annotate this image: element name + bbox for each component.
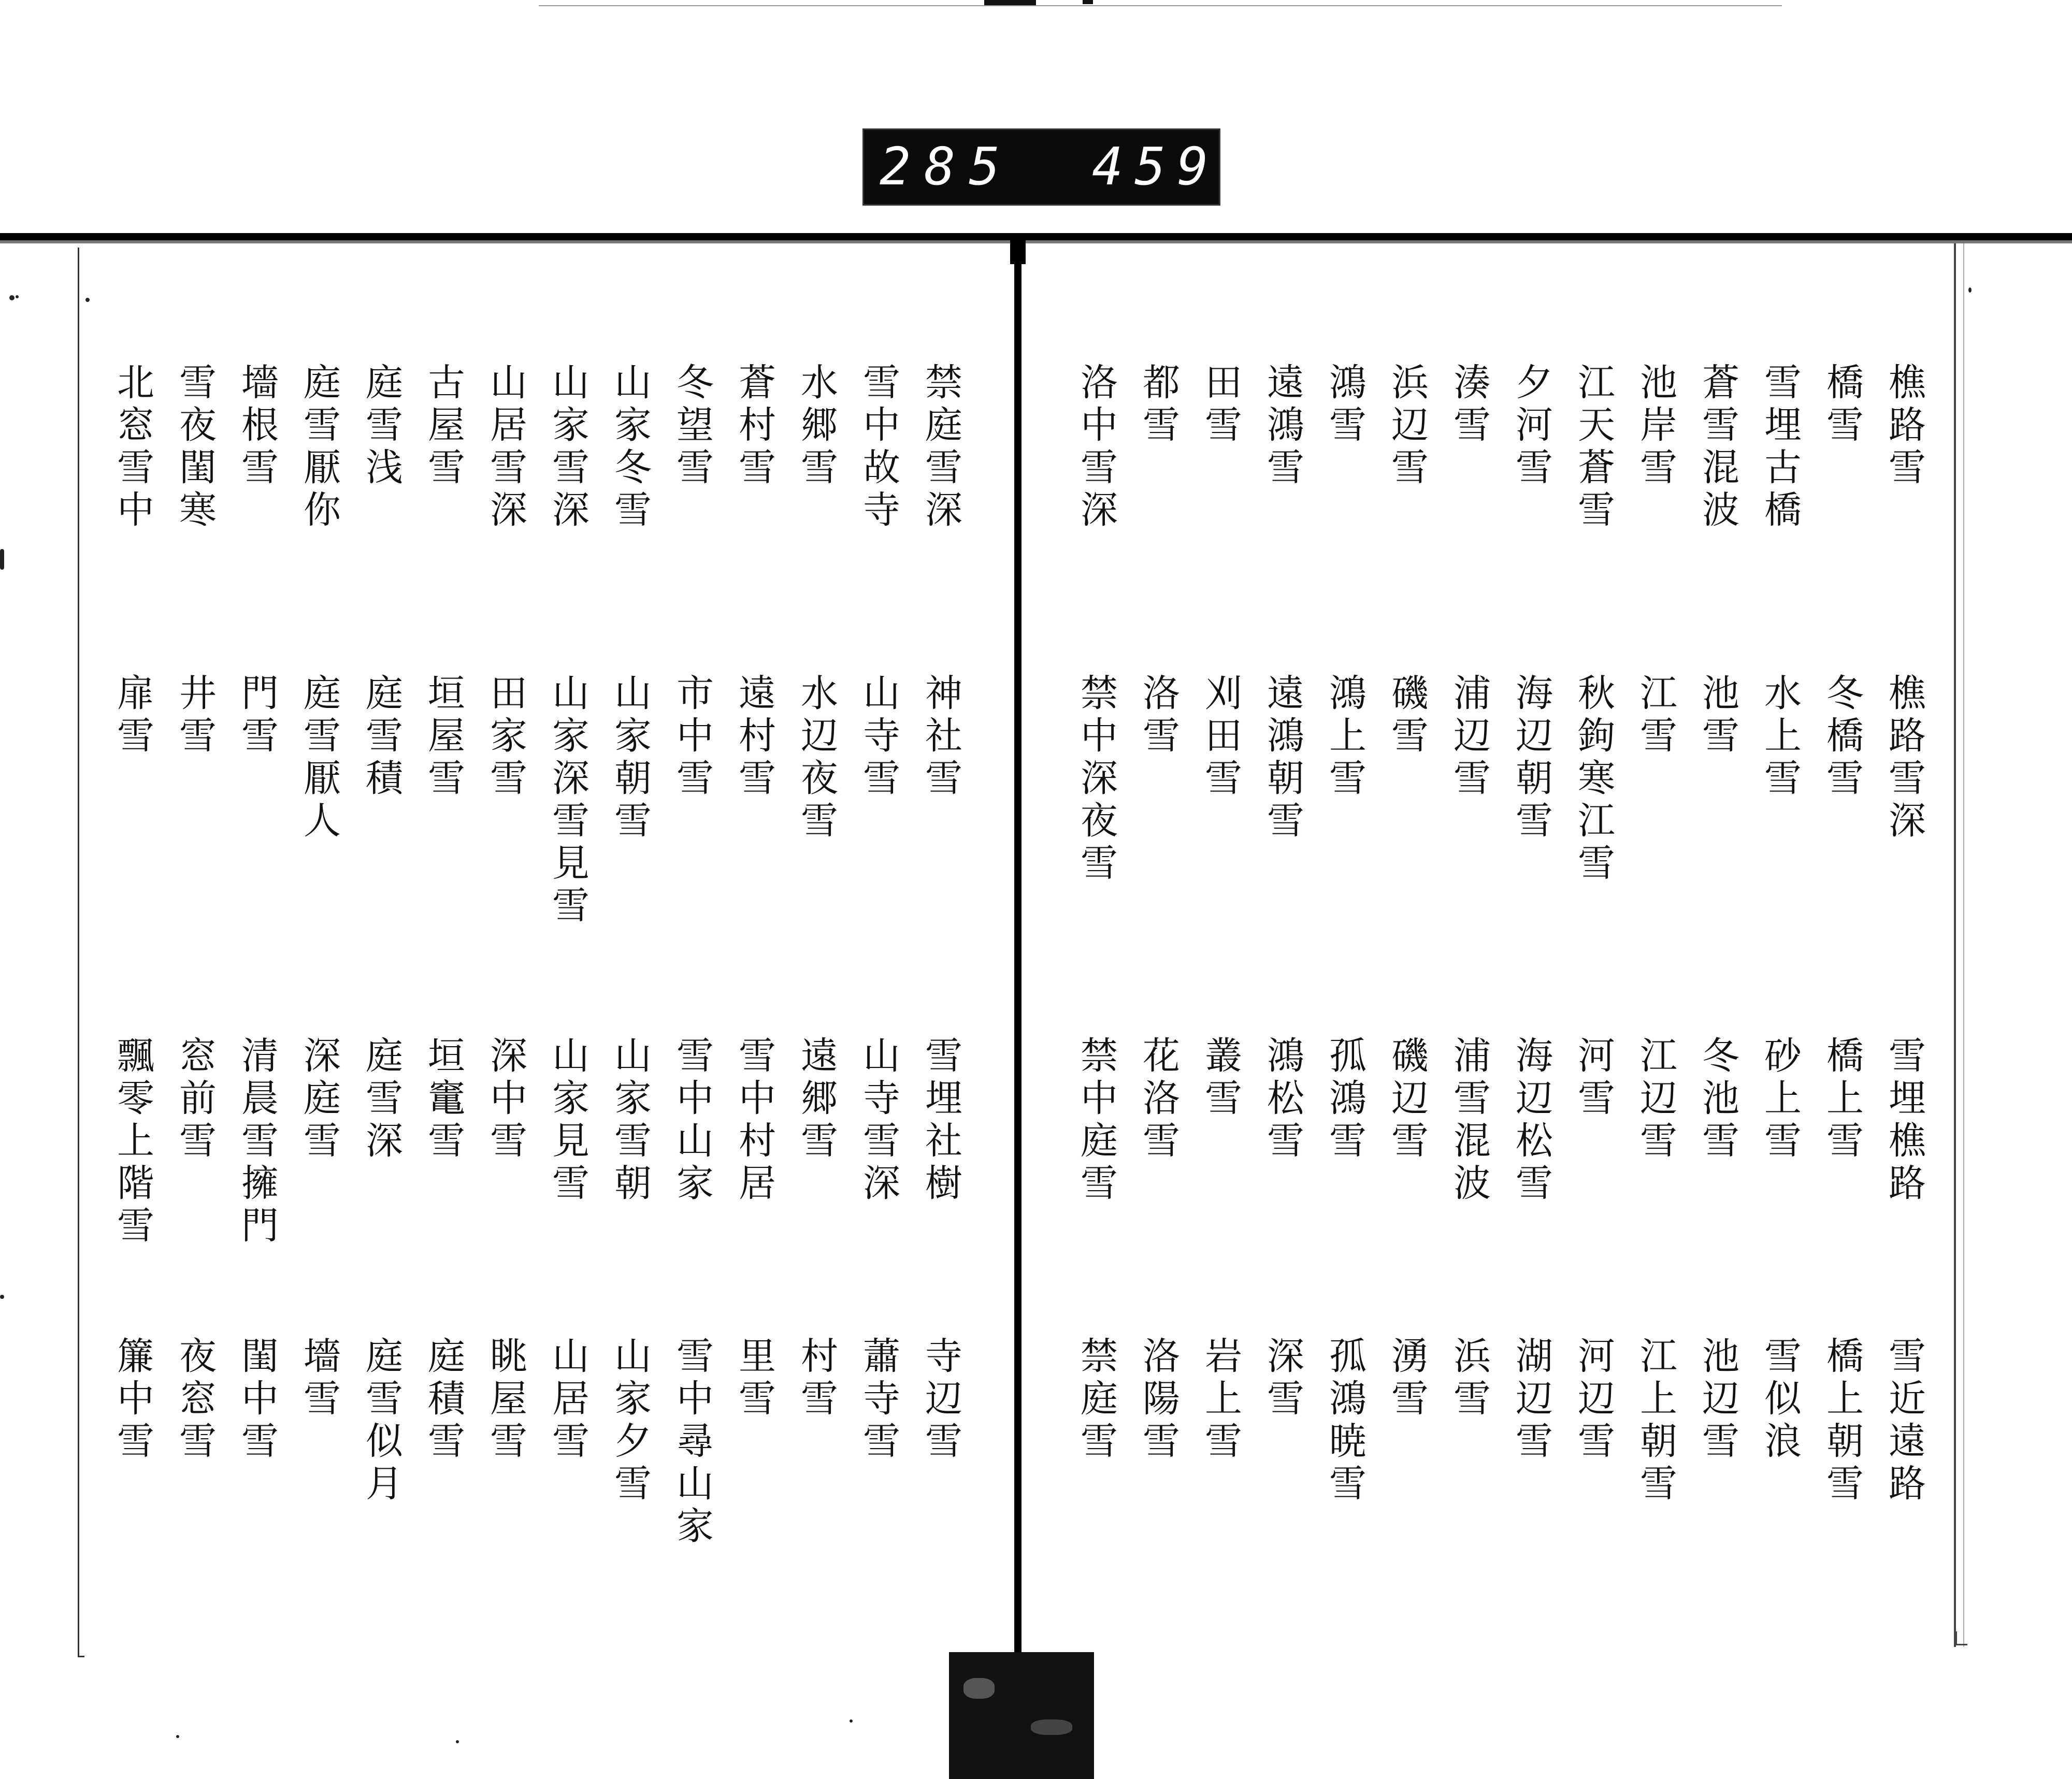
poem-title-column: 洛陽雪 — [1136, 1336, 1180, 1464]
poem-title-column: 河雪 — [1572, 1036, 1615, 1121]
poem-title-column: 池辺雪 — [1696, 1336, 1739, 1464]
poem-title-column: 樵路雪深 — [1882, 673, 1926, 843]
poem-title-column: 山家雪朝 — [608, 1036, 652, 1206]
poem-title-column: 窓前雪 — [173, 1036, 217, 1163]
poem-title-column: 橋上雪 — [1820, 1036, 1864, 1163]
poem-title-column: 神社雪 — [919, 673, 962, 801]
poem-title-column: 蒼村雪 — [732, 363, 776, 490]
right-page-text — [1046, 363, 1948, 1554]
poem-title-column: 簾中雪 — [111, 1336, 154, 1464]
gutter-base-shadow-speckle — [963, 1678, 995, 1699]
poem-title-column: 鴻雪 — [1323, 363, 1366, 447]
poem-title-column: 鴻松雪 — [1261, 1036, 1304, 1163]
poem-title-column: 浦辺雪 — [1447, 673, 1491, 801]
poem-title-column: 深庭雪 — [297, 1036, 341, 1163]
poem-title-column: 禁庭雪深 — [919, 363, 962, 532]
book-gutter — [1014, 259, 1021, 1657]
poem-title-column: 遠鴻朝雪 — [1261, 673, 1304, 843]
poem-title-column: 禁中庭雪 — [1074, 1036, 1118, 1206]
poem-title-column: 雪埋社樹 — [919, 1036, 962, 1206]
poem-title-column: 雪中尋山家 — [670, 1336, 714, 1549]
poem-title-column: 磯辺雪 — [1385, 1036, 1429, 1163]
poem-title-column: 井雪 — [173, 673, 217, 758]
frame-counter-left: 285 — [880, 136, 1014, 197]
poem-title-column: 庭雪浅 — [359, 363, 403, 490]
poem-title-column: 禁中深夜雪 — [1074, 673, 1118, 886]
poem-title-column: 樵路雪 — [1882, 363, 1926, 490]
poem-title-column: 海辺松雪 — [1509, 1036, 1553, 1206]
poem-title-column: 雪埋古橋 — [1758, 363, 1802, 532]
horizontal-rule-shadow — [0, 240, 2072, 243]
poem-title-column: 洛雪 — [1136, 673, 1180, 758]
poem-title-column: 市中雪 — [670, 673, 714, 801]
poem-title-column: 遠鴻雪 — [1261, 363, 1304, 490]
poem-title-column: 池雪 — [1696, 673, 1739, 758]
poem-title-column: 雪中村居 — [732, 1036, 776, 1206]
poem-title-column: 水郷雪 — [795, 363, 838, 490]
poem-title-column: 蕭寺雪 — [857, 1336, 900, 1464]
poem-title-column: 雪夜閨寒 — [173, 363, 217, 532]
poem-title-column: 花洛雪 — [1136, 1036, 1180, 1163]
poem-title-column: 墻根雪 — [235, 363, 279, 490]
poem-title-column: 叢雪 — [1199, 1036, 1242, 1121]
poem-title-column: 飄零上階雪 — [111, 1036, 154, 1248]
poem-title-column: 浜辺雪 — [1385, 363, 1429, 490]
poem-title-column: 海辺朝雪 — [1509, 673, 1553, 843]
poem-title-column: 江上朝雪 — [1634, 1336, 1677, 1506]
poem-title-column: 田雪 — [1199, 363, 1242, 447]
poem-title-column: 洛中雪深 — [1074, 363, 1118, 532]
poem-title-column: 山家夕雪 — [608, 1336, 652, 1506]
poem-title-column: 江雪 — [1634, 673, 1677, 758]
poem-title-column: 閨中雪 — [235, 1336, 279, 1464]
poem-title-column: 墻雪 — [297, 1336, 341, 1421]
poem-title-column: 山家朝雪 — [608, 673, 652, 843]
poem-title-column: 眺屋雪 — [484, 1336, 527, 1464]
poem-title-column: 砂上雪 — [1758, 1036, 1802, 1163]
top-edge-fragment — [1083, 0, 1093, 4]
poem-title-column: 遠村雪 — [732, 673, 776, 801]
poem-title-column: 山居雪 — [546, 1336, 589, 1464]
left-page-bottom-edge — [78, 1650, 84, 1657]
poem-title-column: 寺辺雪 — [919, 1336, 962, 1464]
poem-title-column: 秋鉤寒江雪 — [1572, 673, 1615, 886]
poem-title-column: 雪似浪 — [1758, 1336, 1802, 1464]
poem-title-column: 庭雪深 — [359, 1036, 403, 1163]
poem-title-column: 岩上雪 — [1199, 1336, 1242, 1464]
poem-title-column: 禁庭雪 — [1074, 1336, 1118, 1464]
poem-title-column: 山家深雪見雪 — [546, 673, 589, 928]
poem-title-column: 湧雪 — [1385, 1336, 1429, 1421]
right-page-bottom-mark — [1955, 1631, 1967, 1645]
poem-title-column: 水上雪 — [1758, 673, 1802, 801]
frame-counter-right: 459. — [1092, 136, 1262, 197]
poem-title-column: 村雪 — [795, 1336, 838, 1421]
poem-title-column: 庭雪厭人 — [297, 673, 341, 843]
gutter-notch — [1010, 238, 1026, 264]
poem-title-column: 古屋雪 — [422, 363, 465, 490]
gutter-base-shadow — [949, 1652, 1094, 1779]
poem-title-column: 蒼雪混波 — [1696, 363, 1739, 532]
poem-title-column: 遠郷雪 — [795, 1036, 838, 1163]
poem-title-column: 山寺雪 — [857, 673, 900, 801]
poem-title-column: 雪中故寺 — [857, 363, 900, 532]
horizontal-rule — [0, 233, 2072, 240]
poem-title-column: 垣屋雪 — [422, 673, 465, 801]
poem-title-column: 北窓雪中 — [111, 363, 154, 532]
gutter-base-shadow-speckle — [1031, 1719, 1072, 1735]
poem-title-column: 田家雪 — [484, 673, 527, 801]
poem-title-column: 垣竃雪 — [422, 1036, 465, 1163]
poem-title-column: 都雪 — [1136, 363, 1180, 447]
right-page-block-4 — [1046, 363, 1948, 1554]
top-thin-line — [539, 5, 1782, 6]
left-page-block-4 — [83, 363, 1010, 1554]
right-page-border-inner — [1963, 243, 1964, 1647]
top-edge-fragment — [984, 0, 1036, 5]
poem-title-column: 湖辺雪 — [1509, 1336, 1553, 1464]
poem-title-column: 冬望雪 — [670, 363, 714, 490]
poem-title-column: 山家雪深 — [546, 363, 589, 532]
poem-title-column: 孤鴻暁雪 — [1323, 1336, 1366, 1506]
poem-title-column: 山居雪深 — [484, 363, 527, 532]
poem-title-column: 池岸雪 — [1634, 363, 1677, 490]
poem-title-column: 雪中山家 — [670, 1036, 714, 1206]
right-page-border — [1954, 243, 1956, 1647]
poem-title-column: 門雪 — [235, 673, 279, 758]
poem-title-column: 扉雪 — [111, 673, 154, 758]
poem-title-column: 冬池雪 — [1696, 1036, 1739, 1163]
poem-title-column: 浜雪 — [1447, 1336, 1491, 1421]
poem-title-column: 山寺雪深 — [857, 1036, 900, 1206]
frame-counter — [862, 128, 1262, 206]
left-page-border — [78, 248, 79, 1656]
poem-title-column: 江天蒼雪 — [1572, 363, 1615, 532]
poem-title-column: 橋雪 — [1820, 363, 1864, 447]
poem-title-column: 山家冬雪 — [608, 363, 652, 532]
poem-title-column: 雪埋樵路 — [1882, 1036, 1926, 1206]
poem-title-column: 江辺雪 — [1634, 1036, 1677, 1163]
poem-title-column: 水辺夜雪 — [795, 673, 838, 843]
poem-title-column: 湊雪 — [1447, 363, 1491, 447]
poem-title-column: 河辺雪 — [1572, 1336, 1615, 1464]
poem-title-column: 庭積雪 — [422, 1336, 465, 1464]
poem-title-column: 浦雪混波 — [1447, 1036, 1491, 1206]
poem-title-column: 庭雪厭你 — [297, 363, 341, 532]
poem-title-column: 橋上朝雪 — [1820, 1336, 1864, 1506]
poem-title-column: 深雪 — [1261, 1336, 1304, 1421]
poem-title-column: 夜窓雪 — [173, 1336, 217, 1464]
left-page-text — [83, 363, 1010, 1554]
poem-title-column: 冬橋雪 — [1820, 673, 1864, 801]
poem-title-column: 磯雪 — [1385, 673, 1429, 758]
poem-title-column: 刈田雪 — [1199, 673, 1242, 801]
poem-title-column: 鴻上雪 — [1323, 673, 1366, 801]
poem-title-column: 庭雪積 — [359, 673, 403, 801]
poem-title-column: 山家見雪 — [546, 1036, 589, 1206]
poem-title-column: 庭雪似月 — [359, 1336, 403, 1506]
poem-title-column: 清晨雪擁門 — [235, 1036, 279, 1248]
poem-title-column: 夕河雪 — [1509, 363, 1553, 490]
poem-title-column: 孤鴻雪 — [1323, 1036, 1366, 1163]
poem-title-column: 里雪 — [732, 1336, 776, 1421]
poem-title-column: 雪近遠路 — [1882, 1336, 1926, 1506]
poem-title-column: 深中雪 — [484, 1036, 527, 1163]
